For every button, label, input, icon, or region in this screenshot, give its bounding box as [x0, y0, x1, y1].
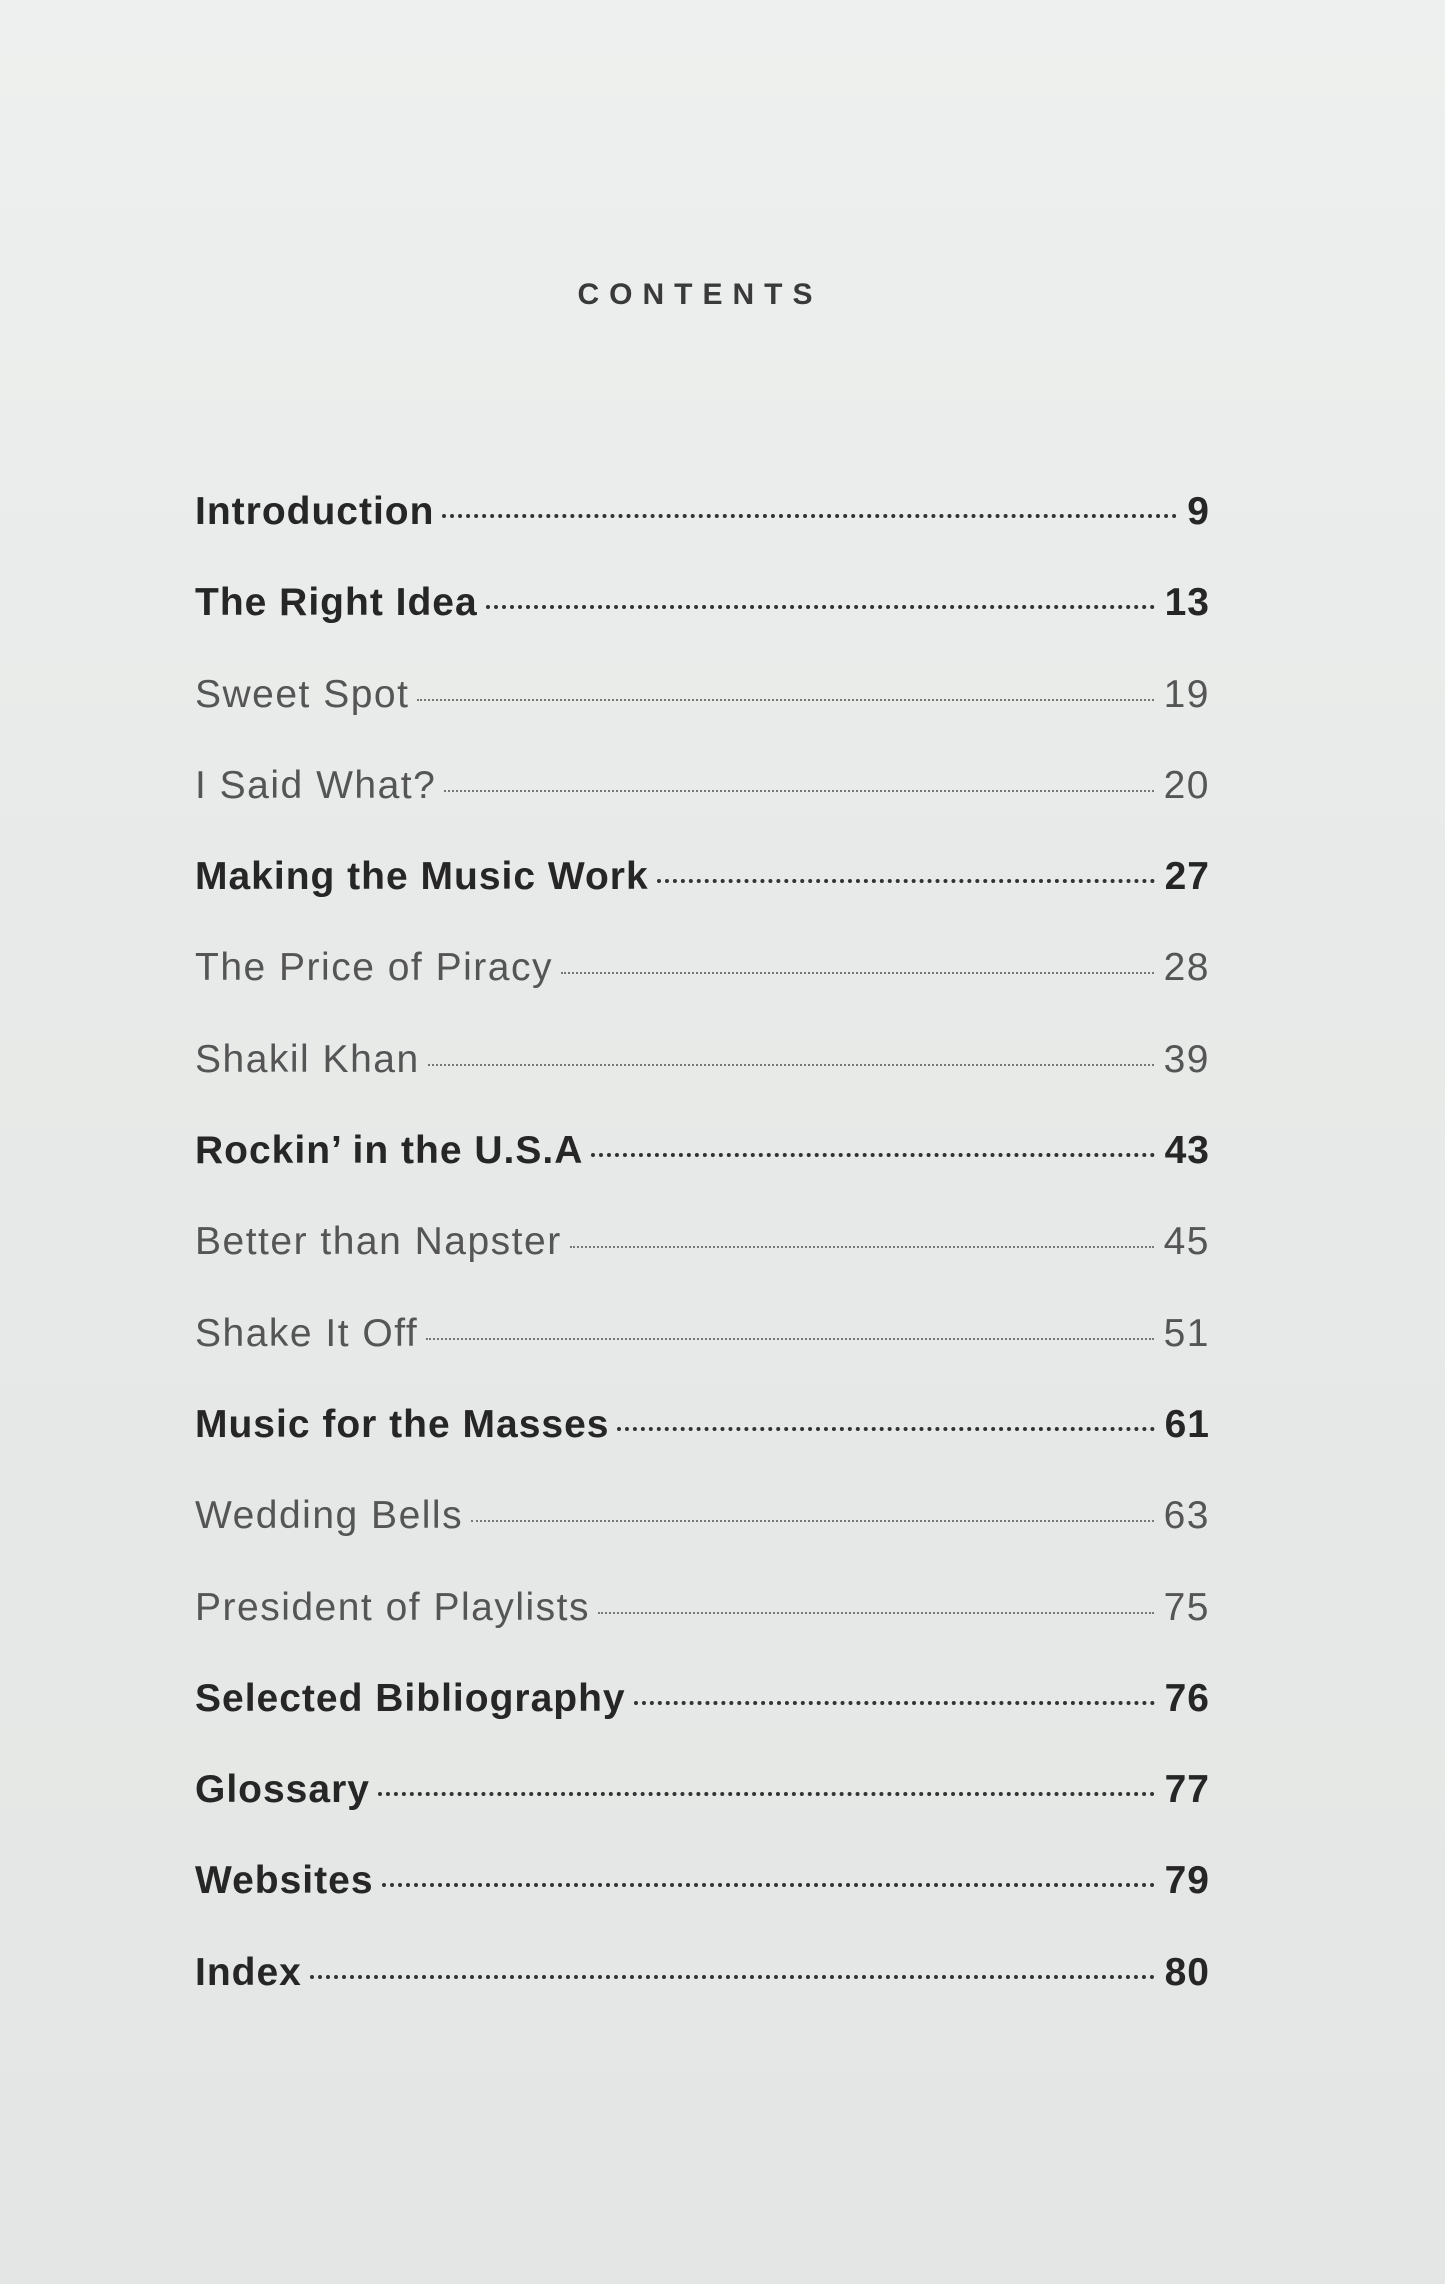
toc-entry: [195, 581, 1210, 672]
dot-leader: [617, 1427, 1154, 1431]
toc-page-number: 9: [1187, 490, 1210, 533]
toc-entry: [195, 673, 1210, 764]
toc-entry: [195, 490, 1210, 581]
toc-page-number: 28: [1163, 946, 1210, 990]
toc-entry: [195, 946, 1210, 1037]
toc-entry: [195, 1494, 1210, 1585]
toc-entry: [195, 1038, 1210, 1129]
toc-entry-title: Selected Bibliography: [195, 1676, 626, 1720]
dot-leader: [310, 1975, 1155, 1979]
toc-entry: [195, 1859, 1210, 1950]
toc-entry-title: Wedding Bells: [195, 1494, 464, 1538]
dot-leader: [428, 1064, 1154, 1066]
toc-entry: [195, 1129, 1210, 1220]
toc-entry: [195, 1220, 1210, 1311]
contents-heading: CONTENTS: [577, 278, 823, 311]
dot-leader: [598, 1612, 1154, 1614]
toc-entry-title: Sweet Spot: [195, 672, 410, 716]
toc-page-number: 13: [1164, 581, 1210, 625]
toc-page-number: 80: [1164, 1950, 1210, 1994]
toc-entry-title: The Right Idea: [195, 581, 478, 625]
dot-leader: [444, 790, 1153, 792]
dot-leader: [442, 514, 1177, 518]
dot-leader: [417, 699, 1153, 701]
toc-entry-title: President of Playlists: [195, 1585, 590, 1629]
toc-entry: [195, 855, 1210, 946]
toc-entry-title: Introduction: [195, 490, 435, 533]
table-of-contents: [195, 490, 1210, 2042]
toc-page-number: 79: [1164, 1859, 1210, 1903]
toc-entry-title: Index: [195, 1950, 302, 1994]
toc-entry-title: Better than Napster: [195, 1220, 562, 1264]
toc-page-number: 61: [1164, 1402, 1210, 1446]
toc-entry-title: Music for the Masses: [195, 1402, 610, 1446]
toc-entry-title: Glossary: [195, 1768, 370, 1812]
toc-entry-title: Websites: [195, 1859, 374, 1903]
toc-page-number: 51: [1163, 1311, 1210, 1355]
toc-page-number: 76: [1164, 1676, 1210, 1720]
dot-leader: [471, 1520, 1154, 1522]
toc-page-number: 20: [1163, 763, 1210, 807]
dot-leader: [382, 1883, 1155, 1887]
toc-page-number: 27: [1164, 855, 1210, 899]
dot-leader: [657, 879, 1155, 883]
toc-page-number: 19: [1163, 672, 1210, 716]
toc-entry-title: The Price of Piracy: [195, 946, 553, 990]
toc-page-number: 45: [1163, 1220, 1210, 1264]
toc-page-number: 63: [1163, 1494, 1210, 1538]
toc-entry: [195, 1403, 1210, 1494]
dot-leader: [378, 1792, 1155, 1796]
toc-page-number: 39: [1163, 1037, 1210, 1081]
dot-leader: [486, 605, 1155, 609]
toc-entry-title: Shakil Khan: [195, 1037, 420, 1081]
toc-page-number: 77: [1164, 1768, 1210, 1812]
toc-page-number: 75: [1163, 1585, 1210, 1629]
toc-entry: [195, 1312, 1210, 1403]
toc-entry: [195, 1951, 1210, 2042]
toc-entry-title: Making the Music Work: [195, 855, 649, 899]
toc-entry-title: I Said What?: [195, 763, 437, 807]
dot-leader: [570, 1246, 1154, 1248]
dot-leader: [561, 972, 1154, 974]
toc-entry-title: Shake It Off: [195, 1311, 419, 1355]
toc-entry: [195, 764, 1210, 855]
toc-entry: [195, 1677, 1210, 1768]
dot-leader: [426, 1338, 1153, 1340]
dot-leader: [634, 1701, 1155, 1705]
toc-page-number: 43: [1164, 1129, 1210, 1173]
dot-leader: [591, 1153, 1154, 1157]
toc-entry: [195, 1768, 1210, 1859]
toc-entry: [195, 1586, 1210, 1677]
toc-entry-title: Rockin’ in the U.S.A: [195, 1129, 584, 1173]
